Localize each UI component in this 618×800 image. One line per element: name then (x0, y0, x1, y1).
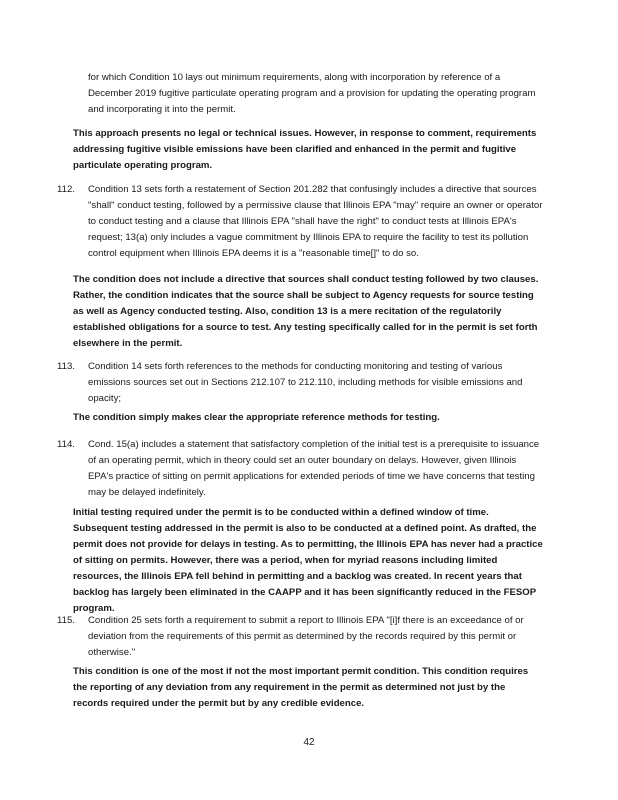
response-paragraph: This condition is one of the most if not the most important permit condition. This condition requires the reporting of any deviation from any requirement in the permit as determined not just by the records required under the permit but by any credible evidence. (73, 666, 529, 709)
list-item (57, 613, 543, 661)
item-number: 112. (57, 184, 75, 195)
response-paragraph: Initial testing required under the permit is to be conducted within a defined window of time. Subsequent testing addressed in the permit is also to be conducted at a defined point. As drafted, the permit does not provide for delays in testing. As to permitting, the Illinois EPA has never had a practice of sitting on permits. However, there was a period, when for myriad reasons including limited resources, the Illinois EPA fell behind in permitting and a backlog was created. In recent years that backlog has largely been eliminated in the CAAPP and it has been significantly reduced in the FESOP program. (73, 507, 543, 614)
list-item (57, 437, 543, 501)
item-number: 113. (57, 361, 75, 372)
item-text: Condition 13 sets forth a restatement of Section 201.282 that confusingly includes a directive that sources "shall" conduct testing, followed by a permissive clause that Illinois EPA "may" require an owner or operator to conduct testing and a clause that Illinois EPA "shall have the right" to conduct tests at Illinois EPA's request; 13(a) only includes a vague commitment by Illinois EPA to require the facility to test its pollution control equipment when Illinois EPA deems it is a "reasonable time[]" to do so. (88, 184, 543, 259)
response-paragraph: The condition does not include a directive that sources shall conduct testing followed by two clauses. Rather, the condition indicates that the source shall be subject to Agency requests for source testing as well as Agency conducted testing. Also, condition 13 is a mere recitation of the regulatorily established obligations for a source to test. Any testing specifically called for in the permit is set forth elsewhere in the permit. (73, 274, 539, 349)
item-number: 115. (57, 615, 75, 626)
page-number: 42 (303, 737, 315, 748)
response-paragraph: The condition simply makes clear the appropriate reference methods for testing. (73, 412, 440, 423)
list-item (57, 182, 543, 262)
item-text: Condition 14 sets forth references to the methods for conducting monitoring and testing of various emissions sources set out in Sections 212.107 to 212.110, including methods for visible emissions and opacity; (88, 361, 523, 404)
list-item (57, 359, 543, 407)
continuation-paragraph: for which Condition 10 lays out minimum requirements, along with incorporation by reference of a December 2019 fugitive particulate operating program and a provision for updating the operating program and incorporating it into the permit. (88, 72, 536, 115)
item-number: 114. (57, 439, 75, 450)
response-paragraph: This approach presents no legal or technical issues. However, in response to comment, requirements addressing fugitive visible emissions have been clarified and enhanced in the permit and fugitive particulate operating program. (73, 128, 537, 171)
item-text: Condition 25 sets forth a requirement to submit a report to Illinois EPA "[i]f there is an exceedance of or deviation from the requirements of this permit as determined by the records required by this permit or otherwise." (88, 615, 524, 658)
item-text: Cond. 15(a) includes a statement that satisfactory completion of the initial test is a prerequisite to issuance of an operating permit, which in theory could set an outer boundary on delays. However, given Illinois EPA's practice of sitting on permit applications for extended periods of time we have concerns that testing may be delayed indefinitely. (88, 439, 540, 498)
